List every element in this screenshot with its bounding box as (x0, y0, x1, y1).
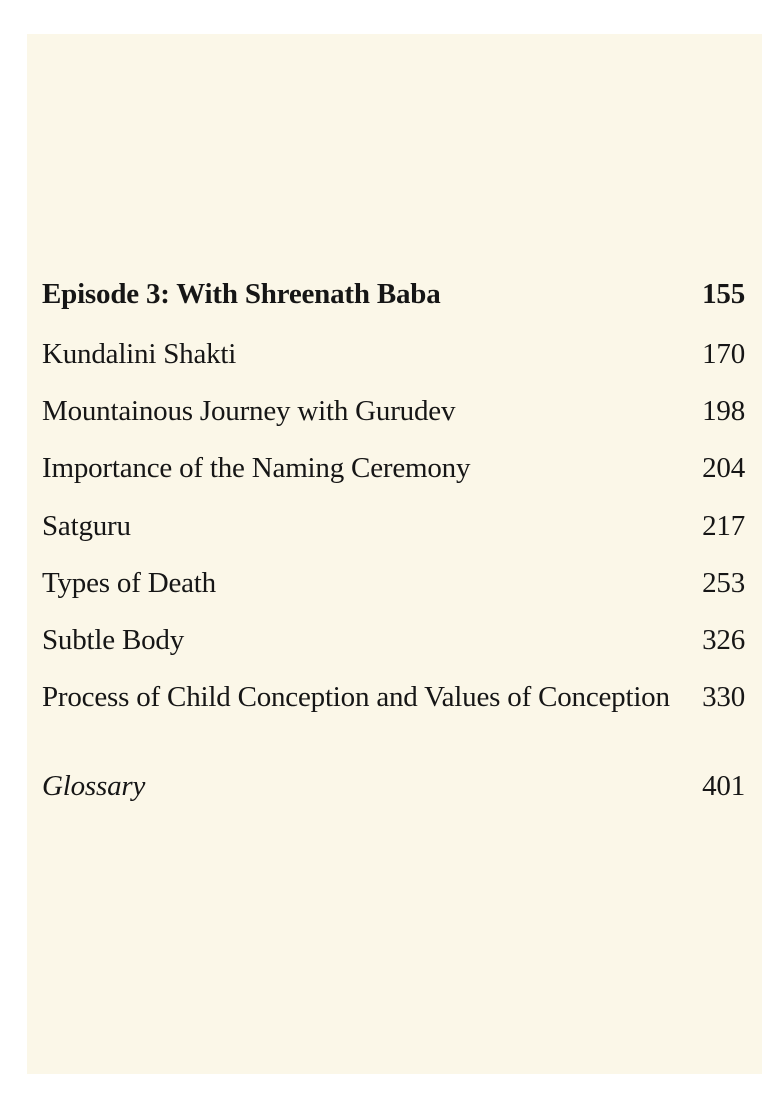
toc-entry-subtle-body (42, 620, 745, 660)
toc-entry-title: Types of Death (42, 567, 216, 599)
toc-entry-page-number: 326 (702, 624, 745, 656)
toc-entry-episode-3 (42, 274, 745, 314)
toc-entry-page-number: 401 (702, 770, 745, 802)
toc-entry-title: Mountainous Journey with Gurudev (42, 395, 456, 427)
toc-entry-child-conception (42, 677, 745, 717)
toc-entry-title: Process of Child Conception and Values of Conception (42, 681, 670, 713)
toc-entry-page-number: 155 (702, 278, 745, 310)
book-page (27, 34, 762, 1074)
toc-entry-title: Episode 3: With Shreenath Baba (42, 278, 441, 310)
toc-entry-mountainous-journey (42, 391, 745, 431)
toc-entry-title: Subtle Body (42, 624, 185, 656)
toc-entry-page-number: 253 (702, 567, 745, 599)
toc-entry-page-number: 170 (702, 338, 745, 370)
toc-entry-glossary (42, 766, 745, 806)
toc-entry-page-number: 217 (702, 510, 745, 542)
toc-entry-types-of-death (42, 563, 745, 603)
toc-entry-page-number: 330 (702, 681, 745, 713)
toc-entry-satguru (42, 506, 745, 546)
toc-entry-title: Kundalini Shakti (42, 338, 237, 370)
toc-entry-page-number: 198 (702, 395, 745, 427)
toc-entry-title: Importance of the Naming Ceremony (42, 452, 471, 484)
toc-entry-naming-ceremony (42, 448, 745, 488)
toc-entry-title: Glossary (42, 770, 146, 802)
toc-entry-title: Satguru (42, 510, 131, 542)
toc-entry-page-number: 204 (702, 452, 745, 484)
toc-entry-kundalini-shakti (42, 334, 745, 374)
